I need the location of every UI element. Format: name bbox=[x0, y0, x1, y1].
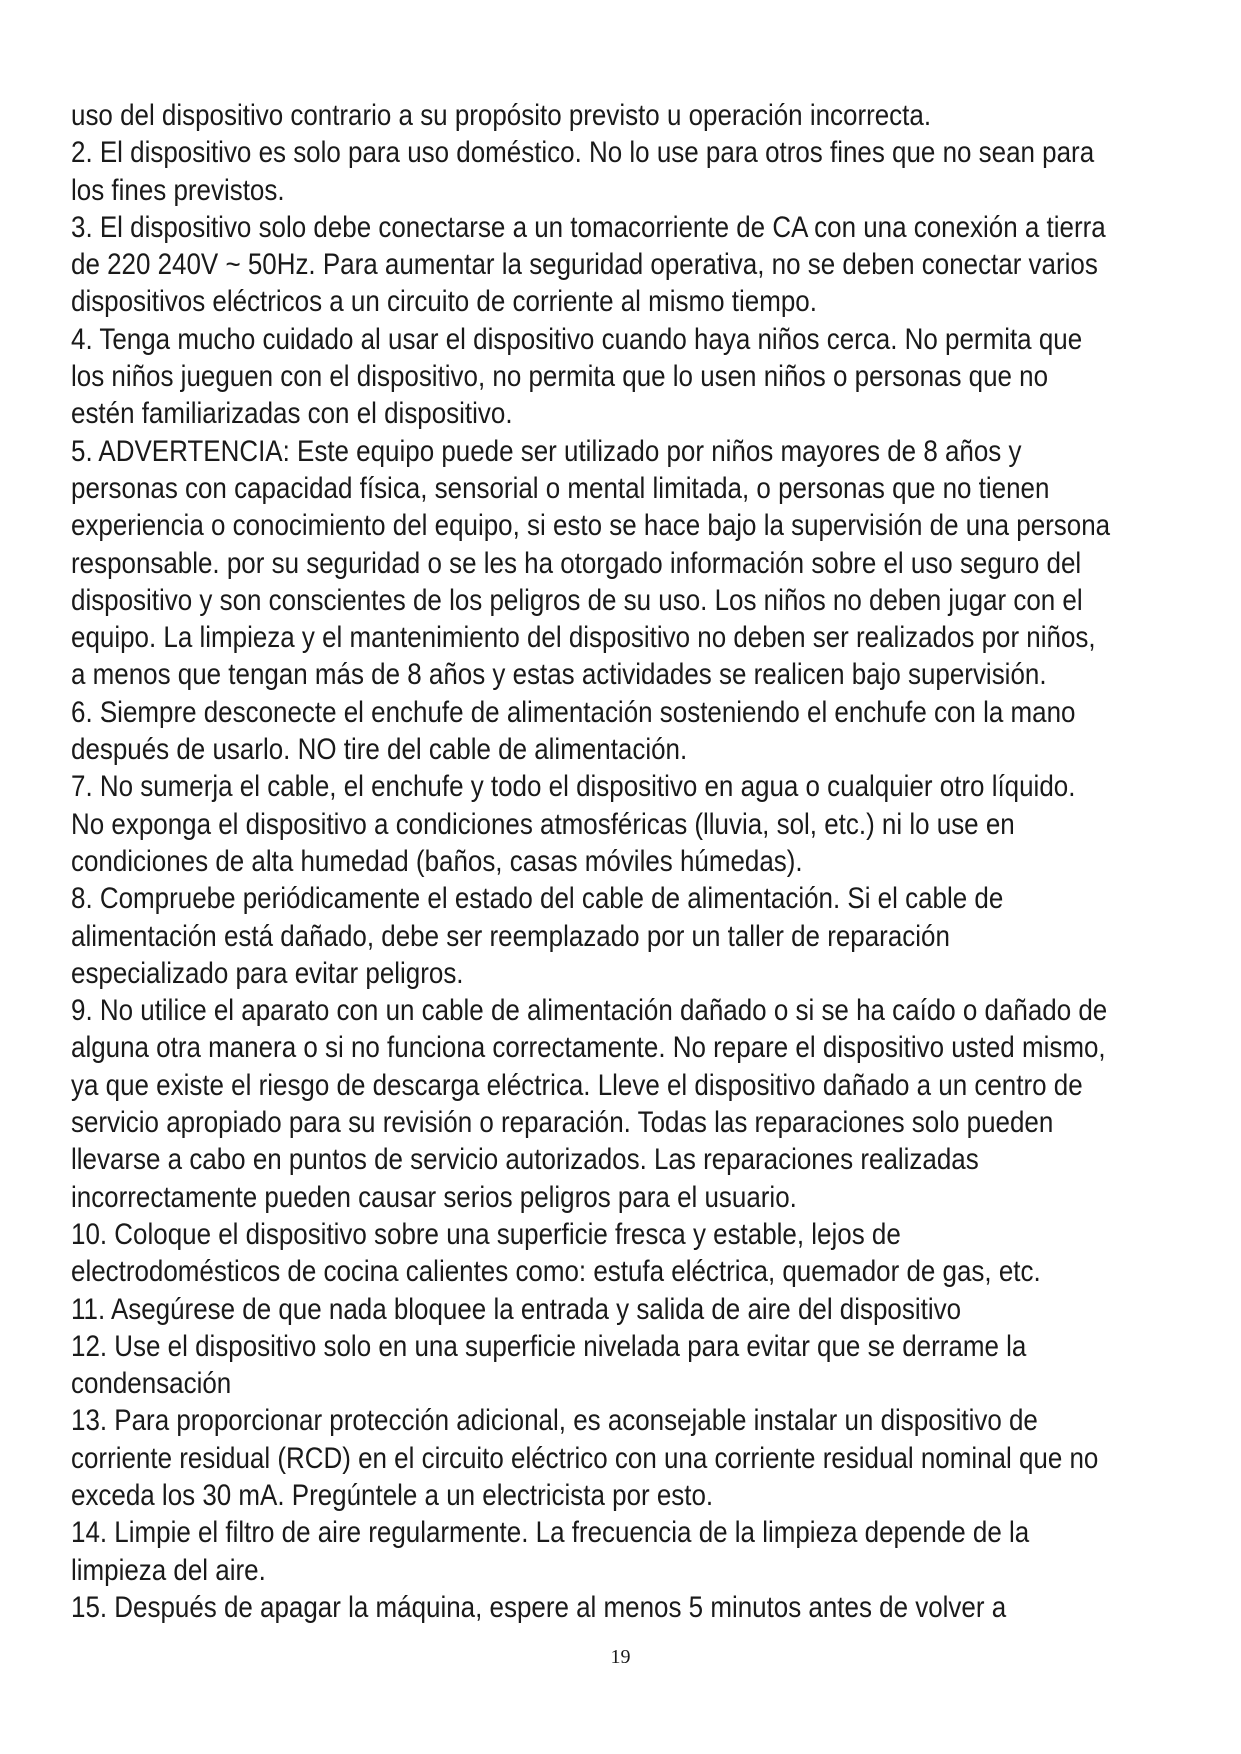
text-line: electrodomésticos de cocina calientes como: estufa eléctrica, quemador de gas, etc. bbox=[71, 1255, 1041, 1289]
text-line: dispositivos eléctricos a un circuito de corriente al mismo tiempo. bbox=[71, 285, 817, 319]
text-line: los fines previstos. bbox=[71, 173, 285, 207]
text-line: dispositivo y son conscientes de los peligros de su uso. Los niños no deben jugar con el bbox=[71, 583, 1083, 617]
text-line: 3. El dispositivo solo debe conectarse a un tomacorriente de CA con una conexión a tierra bbox=[71, 210, 1106, 244]
text-line: estén familiarizadas con el dispositivo. bbox=[71, 397, 513, 431]
text-line: servicio apropiado para su revisión o reparación. Todas las reparaciones solo pueden bbox=[71, 1106, 1054, 1140]
text-line: corriente residual (RCD) en el circuito eléctrico con una corriente residual nominal que no bbox=[71, 1441, 1099, 1475]
text-line: alimentación está dañado, debe ser reemplazado por un taller de reparación bbox=[71, 919, 950, 953]
text-line: 12. Use el dispositivo solo en una superficie nivelada para evitar que se derrame la bbox=[71, 1329, 1027, 1363]
text-line: incorrectamente pueden causar serios peligros para el usuario. bbox=[71, 1180, 797, 1214]
text-line: a menos que tengan más de 8 años y estas actividades se realicen bajo supervisión. bbox=[71, 658, 1047, 692]
text-line: No exponga el dispositivo a condiciones atmosféricas (lluvia, sol, etc.) ni lo use en bbox=[71, 807, 1015, 841]
text-line: los niños jueguen con el dispositivo, no permita que lo usen niños o personas que no bbox=[71, 360, 1049, 394]
text-line: experiencia o conocimiento del equipo, si esto se hace bajo la supervisión de una persona bbox=[71, 509, 1111, 543]
text-line: condiciones de alta humedad (baños, casas móviles húmedas). bbox=[71, 844, 803, 878]
text-line: 2. El dispositivo es solo para uso doméstico. No lo use para otros fines que no sean para bbox=[71, 136, 1095, 170]
text-line: alguna otra manera o si no funciona correctamente. No repare el dispositivo usted mismo, bbox=[71, 1031, 1106, 1065]
text-line: después de usarlo. NO tire del cable de alimentación. bbox=[71, 733, 688, 767]
text-line: 11. Asegúrese de que nada bloquee la entrada y salida de aire del dispositivo bbox=[71, 1292, 962, 1326]
text-line: responsable. por su seguridad o se les ha otorgado información sobre el uso seguro del bbox=[71, 546, 1082, 580]
text-line: 9. No utilice el aparato con un cable de alimentación dañado o si se ha caído o dañado de bbox=[71, 994, 1108, 1028]
text-line: personas con capacidad física, sensorial o mental limitada, o personas que no tienen bbox=[71, 471, 1050, 505]
text-line: exceda los 30 mA. Pregúntele a un electricista por esto. bbox=[71, 1478, 714, 1512]
text-line: 4. Tenga mucho cuidado al usar el dispositivo cuando haya niños cerca. No permita que bbox=[71, 322, 1083, 356]
text-line: equipo. La limpieza y el mantenimiento del dispositivo no deben ser realizados por niños, bbox=[71, 621, 1096, 655]
text-line: uso del dispositivo contrario a su propósito previsto u operación incorrecta. bbox=[71, 99, 932, 132]
text-line: limpieza del aire. bbox=[71, 1553, 266, 1587]
text-line: ya que existe el riesgo de descarga eléctrica. Lleve el dispositivo dañado a un centro de bbox=[71, 1068, 1083, 1102]
text-line: 13. Para proporcionar protección adicional, es aconsejable instalar un dispositivo de bbox=[71, 1404, 1038, 1438]
text-line: 15. Después de apagar la máquina, espere al menos 5 minutos antes de volver a bbox=[71, 1590, 1007, 1624]
text-line: 6. Siempre desconecte el enchufe de alimentación sosteniendo el enchufe con la mano bbox=[71, 695, 1076, 729]
text-line: 5. ADVERTENCIA: Este equipo puede ser utilizado por niños mayores de 8 años y bbox=[71, 434, 1022, 468]
text-line: condensación bbox=[71, 1367, 232, 1401]
text-line: 14. Limpie el filtro de aire regularmente. La frecuencia de la limpieza depende de la bbox=[71, 1516, 1030, 1550]
body-text bbox=[71, 97, 1176, 1626]
text-line: 8. Compruebe periódicamente el estado del cable de alimentación. Si el cable de bbox=[71, 882, 1004, 916]
text-line: especializado para evitar peligros. bbox=[71, 956, 464, 990]
text-line: llevarse a cabo en puntos de servicio autorizados. Las reparaciones realizadas bbox=[71, 1143, 979, 1177]
page-number: 19 bbox=[610, 1646, 631, 1668]
text-line: 10. Coloque el dispositivo sobre una superficie fresca y estable, lejos de bbox=[71, 1217, 901, 1251]
text-line: 7. No sumerja el cable, el enchufe y todo el dispositivo en agua o cualquier otro líquido. bbox=[71, 770, 1076, 804]
text-line: de 220 240V ~ 50Hz. Para aumentar la seguridad operativa, no se deben conectar varios bbox=[71, 248, 1098, 282]
